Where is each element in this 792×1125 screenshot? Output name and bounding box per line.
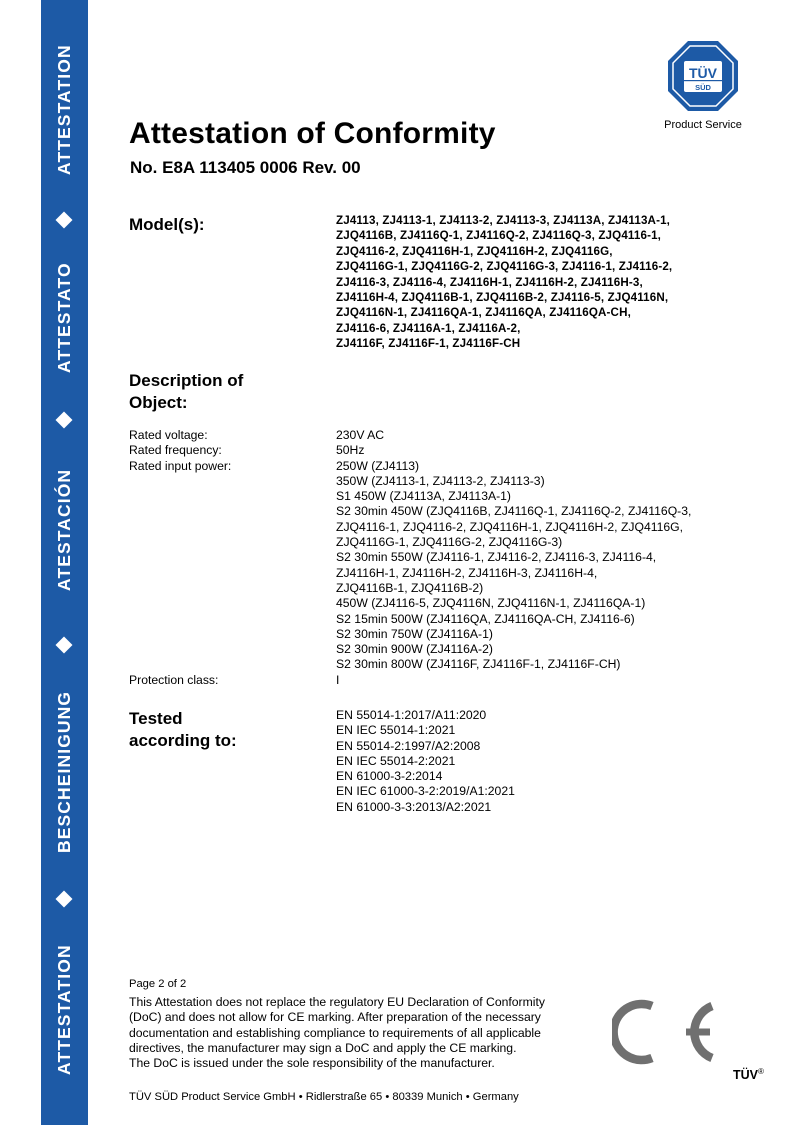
- sidebar-label: ATTESTATION: [54, 44, 74, 176]
- description-heading: [129, 370, 243, 414]
- specs-table: [129, 428, 691, 688]
- spec-row: [129, 428, 691, 443]
- spec-row: [129, 443, 691, 458]
- power-line: S2 30min 800W (ZJ4116F, ZJ4116F-1, ZJ4116F-CH): [336, 657, 621, 672]
- tested-heading-line: Tested: [129, 709, 183, 728]
- models-list: [336, 213, 736, 352]
- tuv-trademark: [733, 1067, 764, 1082]
- standard-item: EN 61000-3-3:2013/A2:2021: [336, 799, 492, 814]
- sidebar-band: [41, 0, 88, 1125]
- spec-value: [336, 459, 691, 673]
- diamond-icon: [56, 891, 73, 908]
- note-line: directives, the manufacturer may sign a DoC and apply the CE marking.: [129, 1040, 517, 1055]
- standard-item: EN IEC 61000-3-2:2019/A1:2021: [336, 784, 515, 799]
- spec-row: [129, 459, 691, 673]
- power-line: ZJQ4116G-1, ZJQ4116G-2, ZJQ4116G-3): [336, 535, 563, 550]
- model-line: ZJ4116F, ZJ4116F-1, ZJ4116F-CH: [336, 337, 521, 351]
- note-line: (DoC) and does not allow for CE marking. After preparation of the necessary: [129, 1010, 541, 1025]
- power-line: 350W (ZJ4113-1, ZJ4113-2, ZJ4113-3): [336, 473, 545, 488]
- power-line: S2 30min 450W (ZJQ4116B, ZJ4116Q-1, ZJ4116Q-2, ZJ4116Q-3,: [336, 504, 692, 519]
- description-heading-line: Description of: [129, 371, 244, 390]
- model-line: ZJ4116H-4, ZJQ4116B-1, ZJQ4116B-2, ZJ4116-5, ZJQ4116N,: [336, 291, 669, 305]
- model-line: ZJQ4116G-1, ZJQ4116G-2, ZJQ4116G-3, ZJ4116-1, ZJ4116-2,: [336, 260, 673, 274]
- note-line: documentation and establishing compliance to requirements of all applicable: [129, 1025, 541, 1040]
- model-line: ZJ4116-6, ZJ4116A-1, ZJ4116A-2,: [336, 321, 521, 335]
- logo-brand: TÜV: [689, 65, 717, 81]
- standard-item: EN IEC 55014-2:2021: [336, 753, 456, 768]
- power-line: S1 450W (ZJ4113A, ZJ4113A-1): [336, 489, 511, 504]
- spec-key: Rated frequency:: [129, 443, 222, 458]
- power-line: S2 30min 750W (ZJ4116A-1): [336, 626, 493, 641]
- sidebar-label: ATESTACIÓN: [54, 468, 74, 592]
- description-heading-line: Object:: [129, 393, 188, 412]
- power-line: ZJQ4116-1, ZJQ4116-2, ZJQ4116H-1, ZJQ4116H-2, ZJQ4116G,: [336, 519, 684, 534]
- diamond-icon: [56, 212, 73, 229]
- power-line: ZJ4116H-1, ZJ4116H-2, ZJ4116H-3, ZJ4116H-4,: [336, 565, 598, 580]
- spec-value: 50Hz: [336, 443, 365, 458]
- spec-row: [129, 673, 691, 688]
- footer-address: TÜV SÜD Product Service GmbH • Ridlerstraße 65 • 80339 Munich • Germany: [129, 1091, 519, 1103]
- registered-mark: ®: [758, 1067, 764, 1076]
- spec-key: Rated input power:: [129, 458, 232, 473]
- model-line: ZJQ4116N-1, ZJ4116QA-1, ZJ4116QA, ZJ4116QA-CH,: [336, 306, 631, 320]
- model-line: ZJQ4116-2, ZJQ4116H-1, ZJQ4116H-2, ZJQ4116G,: [336, 244, 613, 258]
- document-number: No. E8A 113405 0006 Rev. 00: [130, 158, 361, 177]
- model-line: ZJQ4116B, ZJ4116Q-1, ZJ4116Q-2, ZJ4116Q-3, ZJQ4116-1,: [336, 229, 662, 243]
- standard-item: EN 55014-1:2017/A11:2020: [336, 708, 487, 722]
- logo-sub: SÜD: [695, 83, 711, 92]
- diamond-icon: [56, 412, 73, 429]
- diamond-icon: [56, 637, 73, 654]
- ce-mark-icon: [612, 996, 720, 1068]
- tested-heading: [129, 708, 237, 752]
- spec-value: 230V AC: [336, 428, 385, 442]
- sidebar-label: BESCHEINIGUNG: [54, 690, 74, 854]
- power-line: 450W (ZJ4116-5, ZJQ4116N, ZJQ4116N-1, ZJ4116QA-1): [336, 596, 646, 611]
- models-heading: Model(s):: [129, 215, 205, 234]
- power-line: S2 30min 550W (ZJ4116-1, ZJ4116-2, ZJ4116-3, ZJ4116-4,: [336, 550, 657, 565]
- page-number: Page 2 of 2: [129, 978, 187, 990]
- logo-caption: Product Service: [664, 119, 742, 131]
- standards-list: [336, 708, 515, 815]
- tuv-mark-text: TÜV: [733, 1068, 758, 1083]
- standard-item: EN 61000-3-2:2014: [336, 769, 443, 784]
- tuv-sud-logo-icon: [667, 40, 739, 112]
- power-line: 250W (ZJ4113): [336, 458, 420, 473]
- note-line: The DoC is issued under the sole responsibility of the manufacturer.: [129, 1056, 495, 1071]
- spec-value: I: [336, 672, 340, 687]
- model-line: ZJ4113, ZJ4113-1, ZJ4113-2, ZJ4113-3, ZJ4113A, ZJ4113A-1,: [336, 214, 671, 227]
- spec-key: Rated voltage:: [129, 428, 208, 442]
- sidebar-label: ATTESTATO: [54, 262, 74, 373]
- disclaimer-note: [129, 995, 599, 1071]
- standard-item: EN IEC 55014-1:2021: [336, 723, 456, 738]
- spec-key: Protection class:: [129, 672, 219, 687]
- power-line: ZJQ4116B-1, ZJQ4116B-2): [336, 580, 484, 595]
- power-line: S2 15min 500W (ZJ4116QA, ZJ4116QA-CH, ZJ4116-6): [336, 611, 635, 626]
- sidebar-label: ATTESTATION: [54, 944, 74, 1076]
- standard-item: EN 55014-2:1997/A2:2008: [336, 738, 481, 753]
- note-line: This Attestation does not replace the regulatory EU Declaration of Conformity: [129, 995, 545, 1009]
- page-title: Attestation of Conformity: [129, 117, 496, 150]
- tested-heading-line: according to:: [129, 731, 237, 750]
- model-line: ZJ4116-3, ZJ4116-4, ZJ4116H-1, ZJ4116H-2, ZJ4116H-3,: [336, 275, 643, 289]
- power-line: S2 30min 900W (ZJ4116A-2): [336, 642, 493, 657]
